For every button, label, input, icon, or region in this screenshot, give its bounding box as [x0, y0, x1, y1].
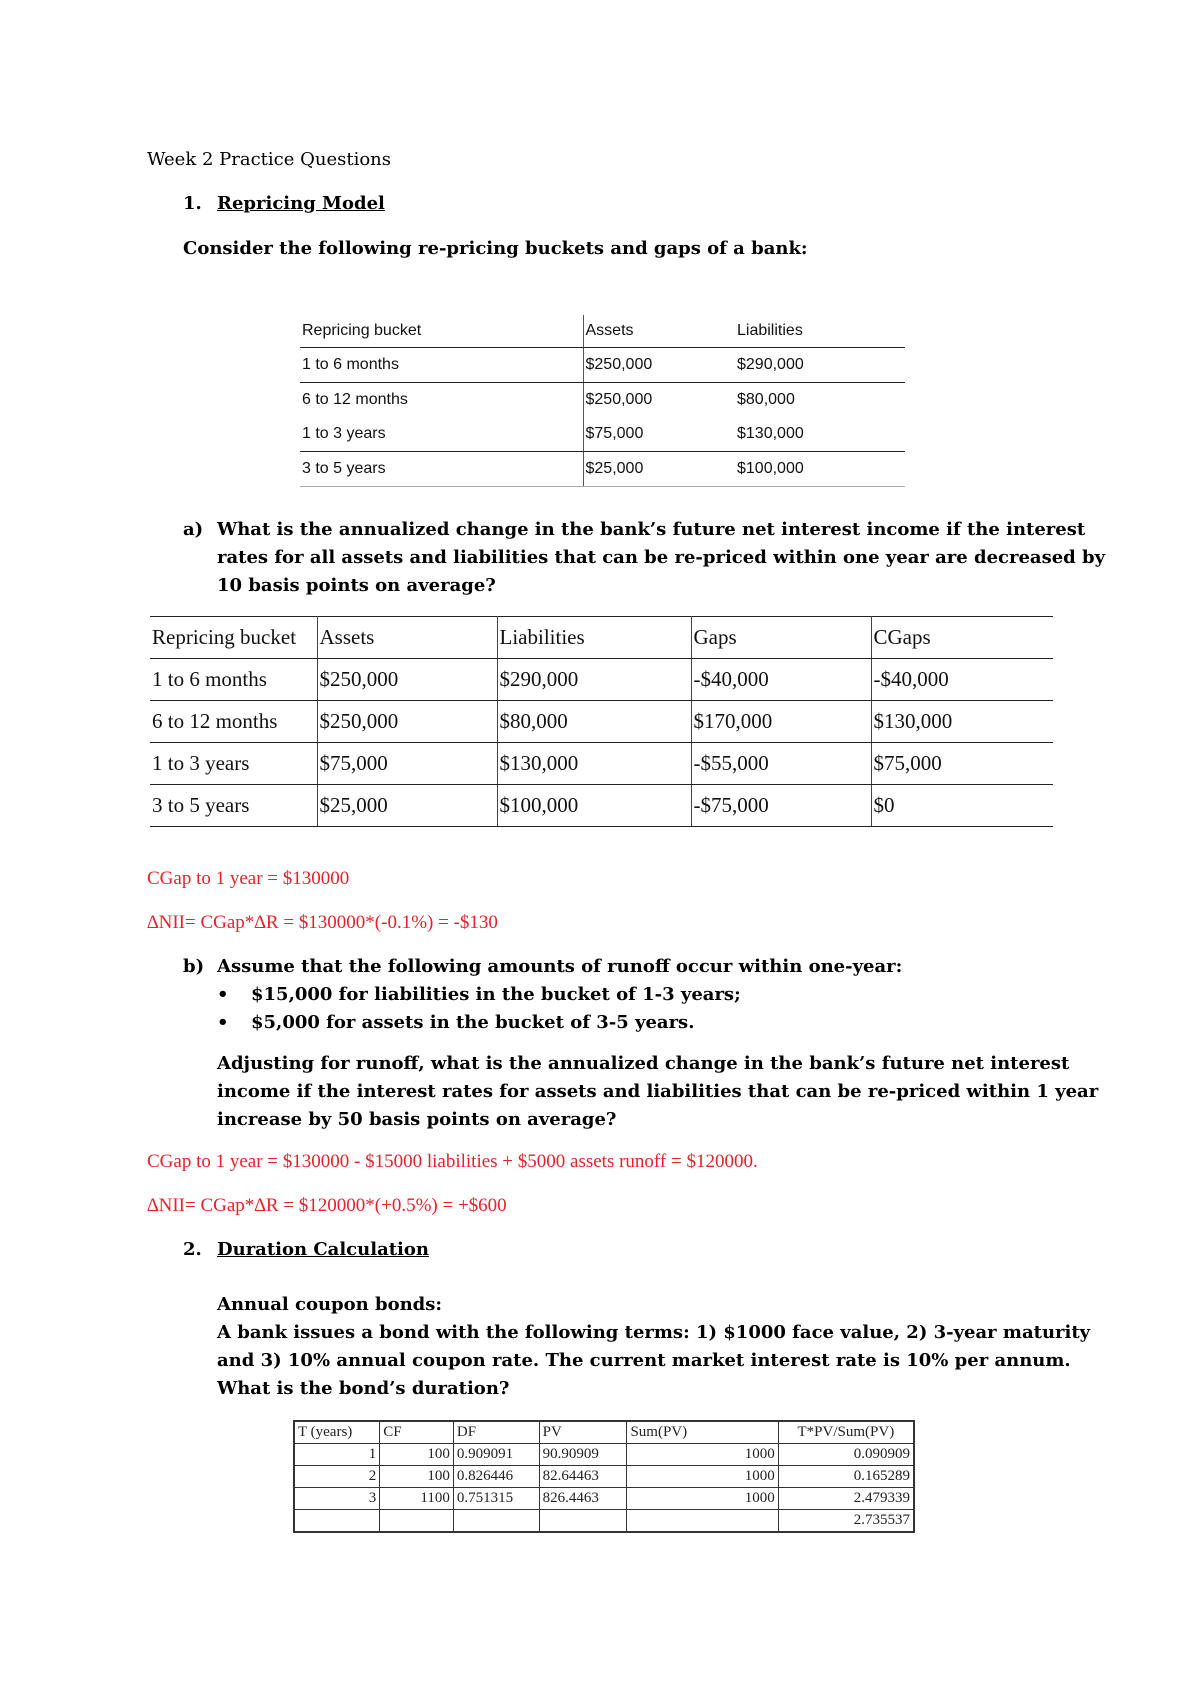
table-row: [294, 1488, 914, 1510]
table-row: [294, 1466, 914, 1488]
table-cell: -$40,000: [691, 659, 871, 701]
table-cell: 1000: [627, 1466, 778, 1488]
table-cell: $170,000: [691, 701, 871, 743]
table-header-cell: Assets: [317, 617, 497, 659]
bullet-icon: •: [217, 1012, 229, 1033]
table-cell: $100,000: [497, 785, 691, 827]
table-cell: 82.64463: [539, 1466, 627, 1488]
repricing-buckets-table: [300, 315, 905, 487]
table-cell: [294, 1510, 380, 1533]
table-cell: 1000: [627, 1444, 778, 1466]
table-header-cell: Liabilities: [735, 315, 905, 348]
table-row: [300, 417, 905, 452]
table-row: [294, 1510, 914, 1533]
table-cell: 90.90909: [539, 1444, 627, 1466]
gaps-table: [150, 616, 1053, 827]
table-header-cell: DF: [453, 1421, 539, 1444]
part-a-line: rates for all assets and liabilities that can be re-priced within one year are decreased by: [217, 547, 1106, 568]
table-cell: $250,000: [317, 659, 497, 701]
table-cell: $250,000: [583, 348, 735, 383]
table-cell: $130,000: [497, 743, 691, 785]
table-cell: $250,000: [317, 701, 497, 743]
table-cell: 6 to 12 months: [302, 391, 408, 408]
table-row: [300, 348, 905, 383]
table-row: [294, 1444, 914, 1466]
table-cell: [627, 1510, 778, 1533]
table-cell: $25,000: [583, 452, 735, 487]
question-1-number: 1.: [183, 193, 202, 214]
table-cell: $80,000: [497, 701, 691, 743]
part-a-question: [183, 516, 1105, 600]
question-2-heading: [183, 1236, 429, 1264]
answer-a-line: ∆NII= CGap*∆R = $130000*(-0.1%) = -$130: [147, 912, 498, 933]
table-cell: 0.090909: [778, 1444, 914, 1466]
table-cell: 3 to 5 years: [300, 452, 583, 487]
table-header-cell: CGaps: [871, 617, 1053, 659]
table-row: [150, 701, 1053, 743]
table-cell: 2.735537: [778, 1510, 914, 1533]
table-cell: $0: [871, 785, 1053, 827]
table-cell: $25,000: [317, 785, 497, 827]
table-cell: -$75,000: [691, 785, 871, 827]
table-cell: [380, 1510, 454, 1533]
bullet-icon: •: [217, 984, 229, 1005]
table-cell: 2.479339: [778, 1488, 914, 1510]
question-2-body: [217, 1291, 1090, 1403]
table-header-cell: Liabilities: [497, 617, 691, 659]
table-header-cell: Assets: [583, 315, 735, 348]
page-title: Week 2 Practice Questions: [147, 149, 392, 170]
part-b-question: [183, 953, 902, 1037]
table-cell: 1 to 6 months: [150, 659, 317, 701]
runoff-bullet-item: [183, 1009, 902, 1037]
question-2-line: What is the bond’s duration?: [217, 1378, 510, 1399]
question-1-intro: Consider the following re-pricing buckets and gaps of a bank:: [183, 238, 808, 259]
part-a-line: 10 basis points on average?: [217, 575, 496, 596]
part-b-question-line: income if the interest rates for assets and liabilities that can be re-priced within 1 year: [217, 1081, 1099, 1102]
table-header-cell: Repricing bucket: [150, 617, 317, 659]
table-header-cell: T*PV/Sum(PV): [778, 1421, 914, 1444]
table-cell: $80,000: [737, 391, 795, 408]
table-cell: 1000: [627, 1488, 778, 1510]
table-row: [150, 743, 1053, 785]
table-cell: $75,000: [871, 743, 1053, 785]
duration-table: [293, 1420, 915, 1533]
table-cell: $130,000: [735, 417, 905, 452]
table-cell: 0.165289: [778, 1466, 914, 1488]
table-cell: $250,000: [583, 383, 735, 418]
table-cell: $130,000: [871, 701, 1053, 743]
answer-b-line: ∆NII= CGap*∆R = $120000*(+0.5%) = +$600: [147, 1195, 507, 1216]
table-cell: 100: [380, 1444, 454, 1466]
answer-a-line: CGap to 1 year = $130000: [147, 868, 350, 889]
table-cell: 1 to 3 years: [150, 743, 317, 785]
part-b-question-line: Adjusting for runoff, what is the annualized change in the bank’s future net interest: [217, 1053, 1070, 1074]
table-header-row: [294, 1421, 914, 1444]
table-header-cell: PV: [539, 1421, 627, 1444]
part-b-question-line: increase by 50 basis points on average?: [217, 1109, 617, 1130]
runoff-bullet-text: $15,000 for liabilities in the bucket of 1-3 years;: [251, 984, 741, 1005]
table-header-cell: CF: [380, 1421, 454, 1444]
table-cell: 1: [294, 1444, 380, 1466]
table-header-cell: Gaps: [691, 617, 871, 659]
part-b-line: Assume that the following amounts of runoff occur within one-year:: [217, 956, 903, 977]
part-b-label: b): [183, 956, 205, 977]
table-cell: $100,000: [735, 452, 905, 487]
table-header-cell: Repricing bucket: [300, 315, 583, 348]
table-cell: -$55,000: [691, 743, 871, 785]
table-cell: 1 to 3 years: [300, 417, 583, 452]
table-header-row: [300, 315, 905, 348]
table-row: [150, 659, 1053, 701]
table-cell: 3 to 5 years: [150, 785, 317, 827]
table-cell: 2: [294, 1466, 380, 1488]
table-header-row: [150, 617, 1053, 659]
table-header-cell: T (years): [294, 1421, 380, 1444]
runoff-bullet-text: $5,000 for assets in the bucket of 3-5 years.: [251, 1012, 695, 1033]
table-row: [150, 785, 1053, 827]
answer-b-line: CGap to 1 year = $130000 - $15000 liabilities + $5000 assets runoff = $120000.: [147, 1151, 758, 1172]
table-cell: -$40,000: [871, 659, 1053, 701]
question-1-heading: [183, 190, 385, 218]
table-cell: 0.751315: [453, 1488, 539, 1510]
table-cell: 826.4463: [539, 1488, 627, 1510]
part-b-runoff-question: [217, 1050, 1098, 1134]
table-header-cell: Sum(PV): [627, 1421, 778, 1444]
table-cell: 1 to 6 months: [300, 348, 583, 383]
table-cell: 1100: [380, 1488, 454, 1510]
part-a-label: a): [183, 519, 204, 540]
table-row: [300, 383, 905, 418]
table-cell: [453, 1510, 539, 1533]
question-1-title: Repricing Model: [217, 193, 385, 214]
table-cell: $290,000: [497, 659, 691, 701]
question-2-line: A bank issues a bond with the following terms: 1) $1000 face value, 2) 3-year maturity: [217, 1322, 1091, 1343]
table-cell: 6 to 12 months: [150, 701, 317, 743]
question-2-subheading: Annual coupon bonds:: [217, 1294, 443, 1315]
table-cell: 0.826446: [453, 1466, 539, 1488]
question-2-number: 2.: [183, 1239, 202, 1260]
question-2-title: Duration Calculation: [217, 1239, 429, 1260]
table-cell: $290,000: [735, 348, 905, 383]
table-cell: $75,000: [317, 743, 497, 785]
table-cell: [539, 1510, 627, 1533]
table-cell: 0.909091: [453, 1444, 539, 1466]
table-cell: 3: [294, 1488, 380, 1510]
question-2-line: and 3) 10% annual coupon rate. The current market interest rate is 10% per annum.: [217, 1350, 1071, 1371]
part-a-line: What is the annualized change in the bank’s future net interest income if the interest: [217, 519, 1086, 540]
table-cell: 100: [380, 1466, 454, 1488]
table-row: [300, 452, 905, 487]
runoff-bullet-item: [183, 981, 902, 1009]
table-cell: $75,000: [583, 417, 735, 452]
